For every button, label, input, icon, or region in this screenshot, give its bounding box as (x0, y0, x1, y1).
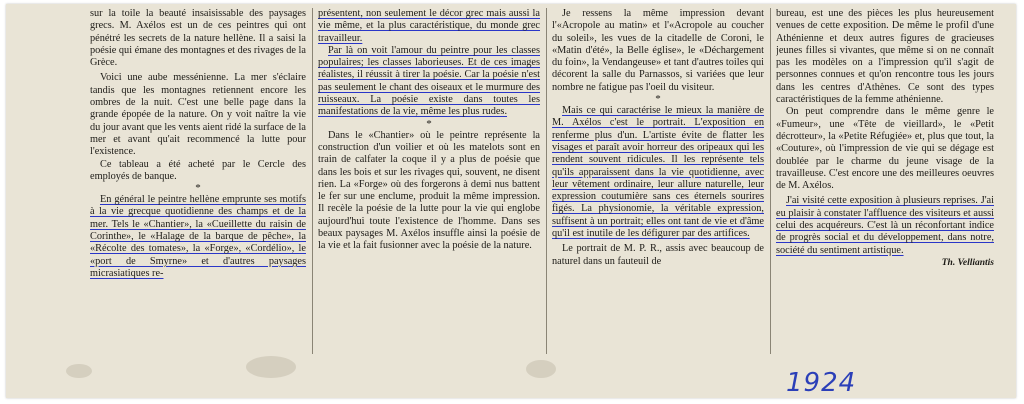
paragraph: bureau, est une des pièces les plus heureusement venues de cette exposition. De même le profil d'une Athénienne et deux autres figures de gracieuses jeunes filles si vivantes, que même si on ne connaît pas les modèles on a l'impression qu'il s'agit de personnes connues et qu'on rencontre tous les jours dans les centres d'Athènes. Ce sont des types caractéristiques de la femme athénienne. (776, 8, 994, 106)
stain (246, 356, 296, 378)
column-rule (312, 8, 313, 354)
paragraph: sur la toile la beauté insaisissable des paysages grecs. M. Axélos est un de ces peintres qui ont pénétré les secrets de la nature hellène. Il a saisi la poésie qui émane des montagnes et des rivages de la Grèce. (90, 8, 306, 69)
paragraph: Je ressens la même impression devant l'«Acropole au matin» et l'«Acropole au coucher du soleil», les vues de la citadelle de Coroni, le «Matin d'été», la Belle église», le «Déchargement du foin», la Vendangeuse» et tant d'autres toiles qui décorent la salle du Parnassos, si variées que leur nombre ne fatigue pas l'oeil du visiteur. (552, 8, 764, 93)
paragraph: présentent, non seulement le décor grec mais aussi la vie même, et la plus caractéristique, du monde grec travailleur. (318, 8, 540, 44)
column-rule (770, 8, 771, 354)
author-signature: Th. Velliantis (941, 257, 994, 268)
column-2 (318, 8, 540, 354)
paragraph: Mais ce qui caractérise le mieux la manière de M. Axélos c'est le portrait. L'exposition en renferme plus d'un. L'artiste évite de flatter les visages et paraît avoir horreur des oripeaux qui les rendent souvent ridicules. Il les représente tels qu'ils apparaissent dans la vie quotidienne, avec leur vêtement ordinaire, leur allure naturelle, leur expression coutumière sans ces éternels sourires figés. La physionomie, la véritable expression, suffisent à un portrait; elles ont tant de vie et d'âme qu'il est inutile de les défigurer par des artifices. (552, 105, 764, 240)
paragraph: Le portrait de M. P. R., assis avec beaucoup de naturel dans un fauteuil de (552, 243, 764, 267)
section-separator: * (655, 93, 661, 106)
column-4 (776, 8, 994, 354)
paragraph: En général le peintre hellène emprunte ses motifs à la vie grecque quotidienne des champs et de la mer. Tels le «Chantier», la «Cueillette du raisin de Corinthe», le «Halage de la barque de pêche», la «Récolte des tomates», la «Forge», «Cordélio», le «port de Smyrne» et d'autres paysages micrasiatiques re- (90, 194, 306, 279)
handwritten-year: 1924 (786, 368, 857, 398)
paragraph: Voici une aube messénienne. La mer s'éclaire tandis que les montagnes retiennent encore les ombres de la nuit. C'est une belle page dans la grande épopée de la nature. On y voit naître la vie du jour avant que les vents aient ridé la surface de la mer et avant qu'ait recommencé la lutte pour l'existence. (90, 72, 306, 158)
column-rule (546, 8, 547, 354)
section-separator: * (426, 117, 432, 130)
section-separator: * (195, 182, 201, 195)
paragraph: J'ai visité cette exposition à plusieurs reprises. J'ai eu plaisir à constater l'affluence des visiteurs et aussi celui des acquéreurs. C'est là un réconfortant indice de progrès social et du développement, dans notre, société du sentiment artistique. (776, 195, 994, 256)
newspaper-clipping (6, 4, 1016, 398)
column-3 (552, 8, 764, 354)
stain (526, 360, 556, 378)
paragraph: Par là on voit l'amour du peintre pour les classes populaires; les classes laborieuses. Et de ces images réalistes, il réussit à tirer la poésie. Car la poésie n'est pas seulement le chant des oiseaux et le murmure des ruisseaux. La poésie existe dans toutes les manifestations de la vie, même les plus rudes. (318, 44, 540, 118)
paragraph: On peut comprendre dans le même genre le «Fumeur», une «Tête de vieillard», le «Petit décrotteur», la «Petite Réfugiée» et, plus que tout, la «Couture», où l'impression de vie qui se dégage est doublée par le charme du jeune visage de la travailleuse. C'est encore une des meilleures oeuvres de M. Axélos. (776, 106, 994, 192)
column-1 (90, 8, 306, 354)
stain (66, 364, 92, 378)
paragraph: Ce tableau a été acheté par le Cercle des employés de banque. (90, 158, 306, 182)
paragraph: Dans le «Chantier» où le peintre représente la construction d'un voilier et où les matelots sont en train de calfater la coque il y a plus de poésie que dans les bois et sur les rivages qui, souvent, ne disent rien. La «Forge» où des forgerons à demi nus battent le fer sur une enclume, produit la même impression. Il recèle la poésie de la lutte pour la vie qui englobe aujourd'hui toute l'existence de l'homme. Dans ses beaux paysages M. Axélos insuffle ainsi la poésie de la vie et la fait fusionner avec la poésie de la nature. (318, 129, 540, 252)
